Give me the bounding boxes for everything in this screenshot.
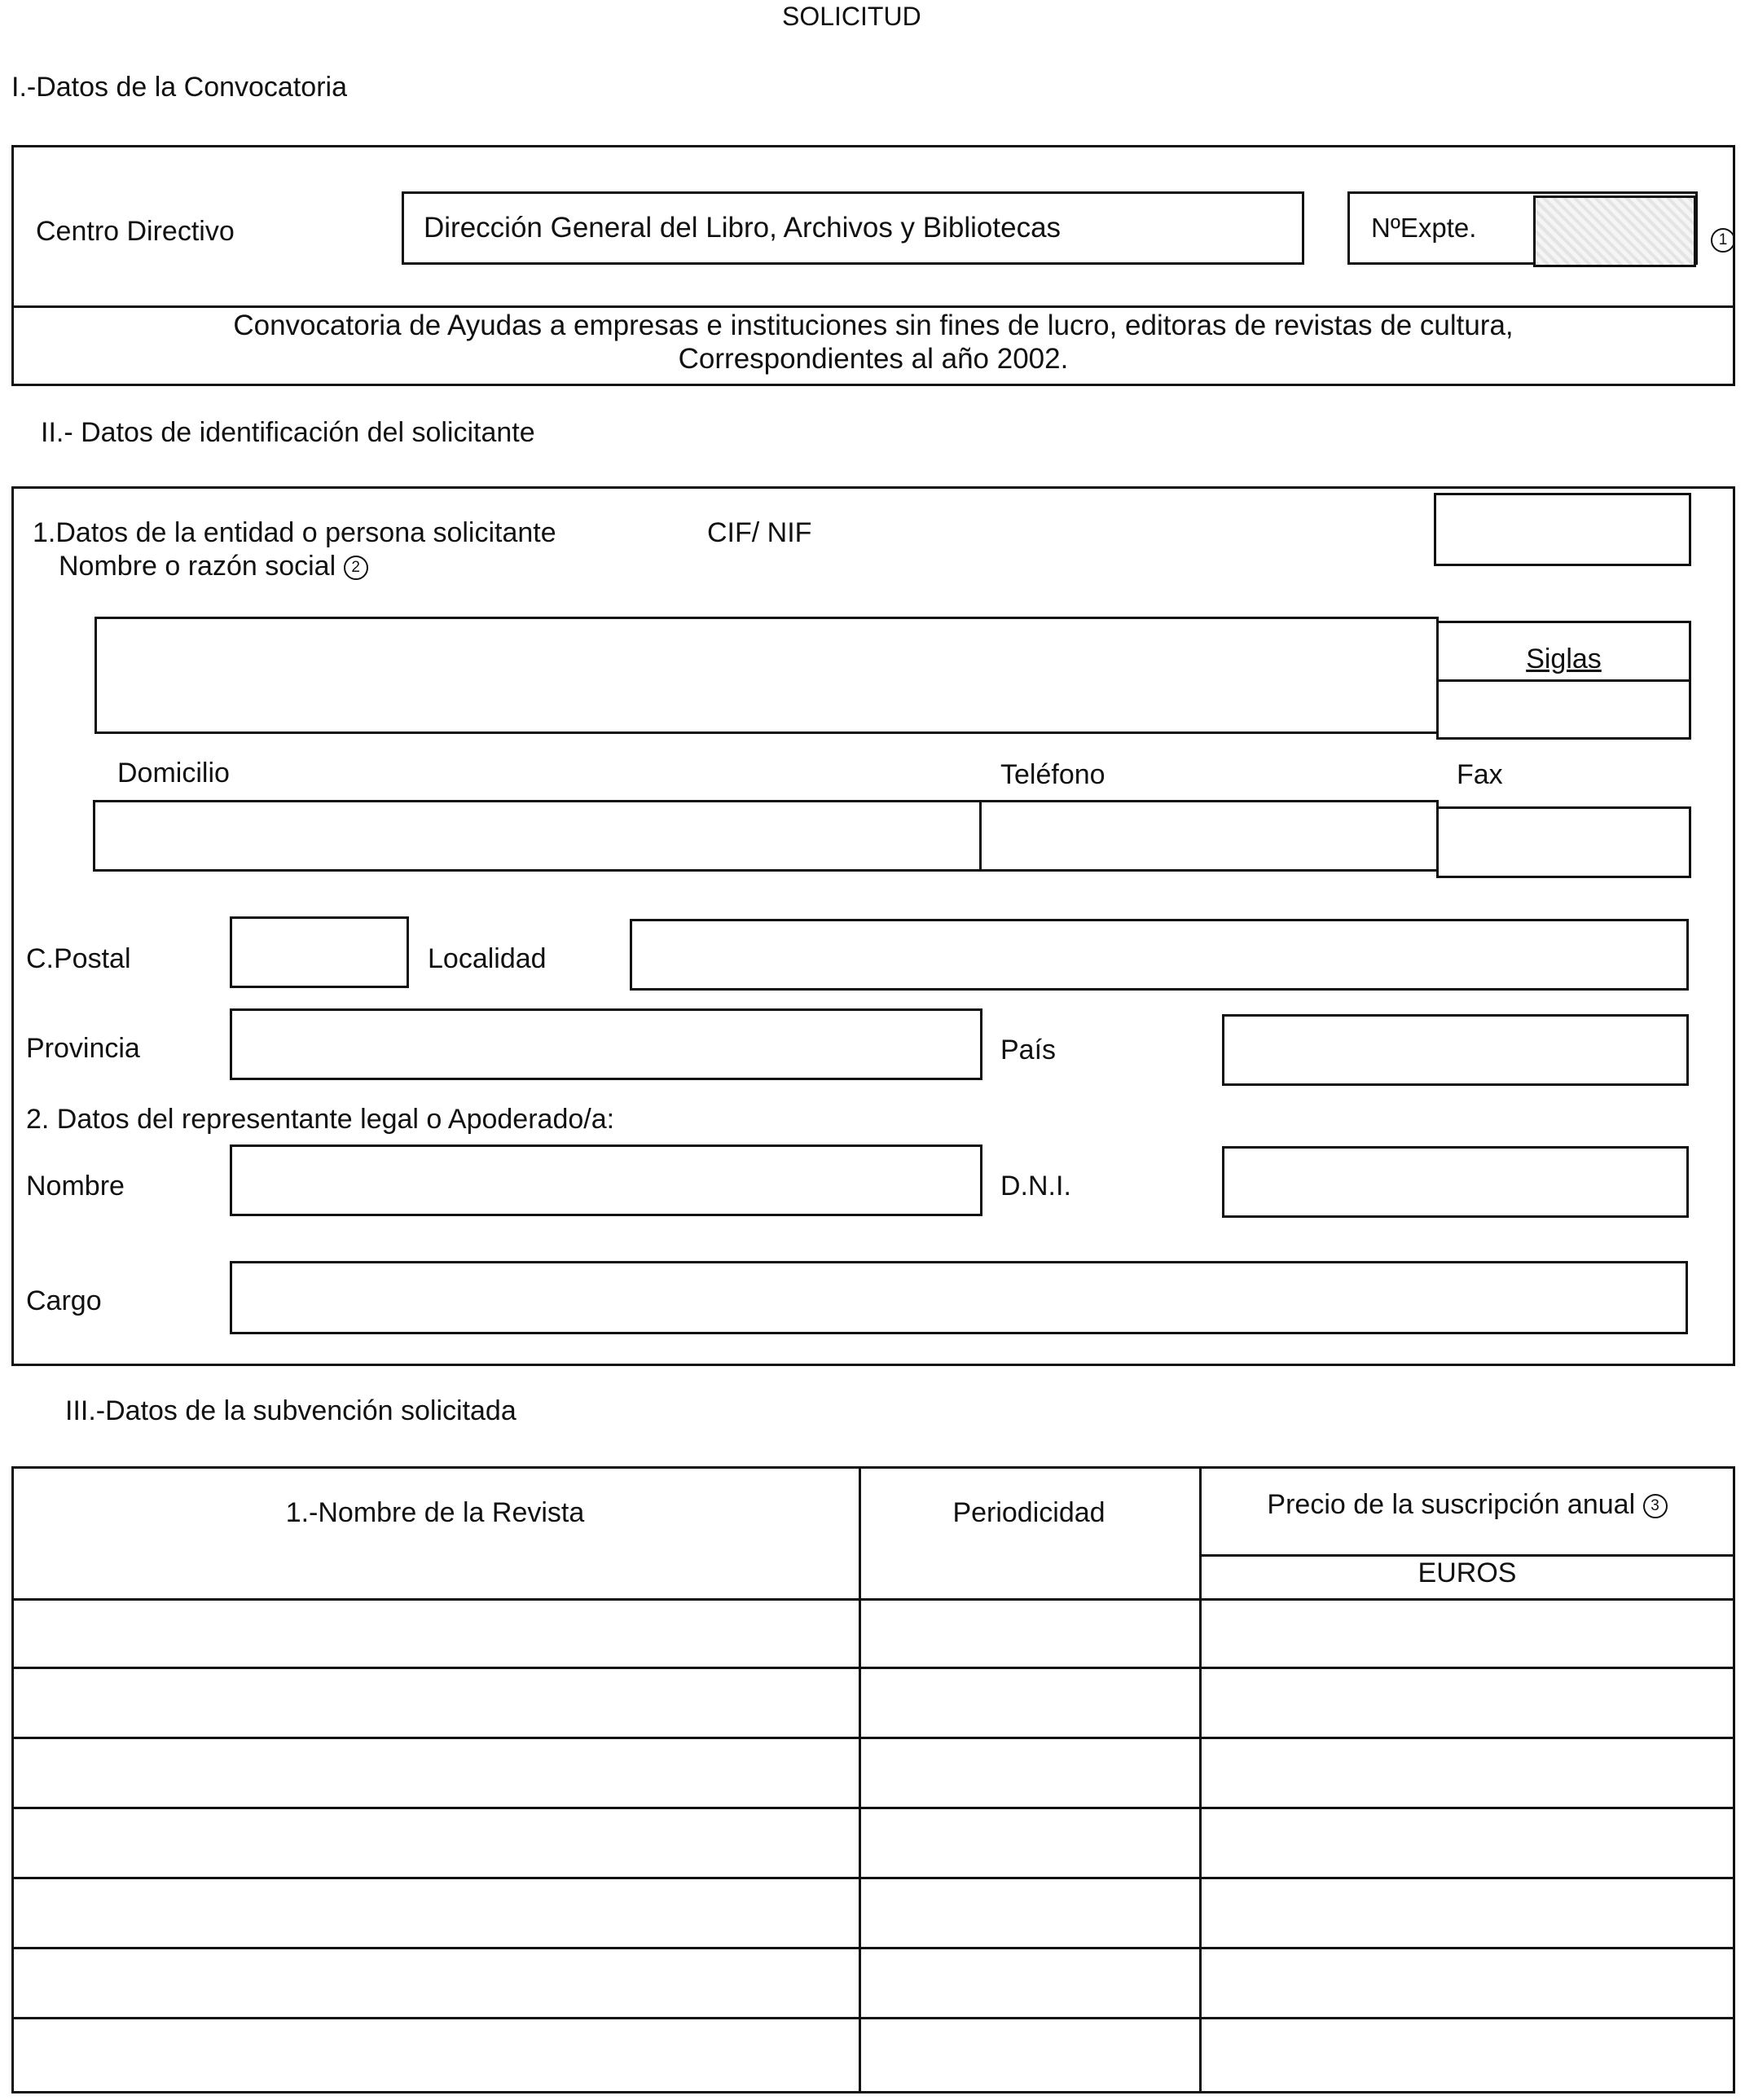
col-header-revista: 1.-Nombre de la Revista	[285, 1497, 585, 1528]
cpostal-field[interactable]	[230, 916, 409, 988]
convocatoria-divider	[11, 305, 1735, 308]
table-cell-periodicidad[interactable]	[861, 1809, 1198, 1876]
note-marker-3: 3	[1643, 1494, 1668, 1518]
telefono-label: Teléfono	[1000, 759, 1105, 790]
table-cell-precio[interactable]	[1202, 1809, 1733, 1876]
cif-nif-field[interactable]	[1434, 493, 1691, 566]
table-cell-revista[interactable]	[14, 1809, 858, 1876]
euros-divider	[1199, 1554, 1735, 1557]
domicilio-label: Domicilio	[117, 758, 230, 789]
nombre-razon-social-field[interactable]	[95, 617, 1439, 734]
nombre-label: Nombre	[26, 1171, 125, 1202]
note-marker-1: 1	[1711, 228, 1735, 253]
expte-shaded-cell	[1533, 196, 1696, 267]
section2-heading: II.- Datos de identificación del solicitante	[41, 417, 535, 448]
provincia-field[interactable]	[230, 1008, 982, 1080]
pais-label: País	[1000, 1035, 1057, 1065]
centro-directivo-label: Centro Directivo	[36, 216, 235, 247]
table-cell-periodicidad[interactable]	[861, 1949, 1198, 2016]
representante-heading: 2. Datos del representante legal o Apoderado/a:	[26, 1104, 615, 1135]
pais-field[interactable]	[1222, 1014, 1689, 1086]
convocatoria-title-line2: Correspondientes al año 2002.	[678, 343, 1069, 375]
telefono-field[interactable]	[979, 800, 1439, 872]
entity-heading: 1.Datos de la entidad o persona solicitante	[33, 517, 556, 548]
cargo-field[interactable]	[230, 1261, 1688, 1334]
dni-label: D.N.I.	[1000, 1171, 1071, 1202]
domicilio-field[interactable]	[93, 800, 982, 872]
col-header-euros: EUROS	[1418, 1557, 1517, 1588]
cpostal-label: C.Postal	[26, 943, 131, 974]
table-cell-revista[interactable]	[14, 1949, 858, 2016]
fax-field[interactable]	[1436, 806, 1691, 878]
table-cell-precio[interactable]	[1202, 1669, 1733, 1736]
col-header-periodicidad: Periodicidad	[952, 1497, 1105, 1528]
table-cell-precio[interactable]	[1202, 2019, 1733, 2091]
table-cell-precio[interactable]	[1202, 1879, 1733, 1946]
localidad-field[interactable]	[630, 919, 1689, 991]
table-cell-revista[interactable]	[14, 1601, 858, 1666]
table-cell-periodicidad[interactable]	[861, 1601, 1198, 1666]
nombre-field[interactable]	[230, 1144, 982, 1216]
centro-directivo-field[interactable]	[402, 191, 1304, 265]
table-cell-revista[interactable]	[14, 1669, 858, 1736]
localidad-label: Localidad	[428, 943, 547, 974]
convocatoria-title-line1: Convocatoria de Ayudas a empresas e instituciones sin fines de lucro, editoras de revistas de cultura,	[233, 310, 1514, 341]
table-cell-periodicidad[interactable]	[861, 1739, 1198, 1806]
cargo-label: Cargo	[26, 1285, 102, 1316]
table-cell-periodicidad[interactable]	[861, 2019, 1198, 2091]
dni-field[interactable]	[1222, 1146, 1689, 1218]
table-cell-periodicidad[interactable]	[861, 1879, 1198, 1946]
table-cell-precio[interactable]	[1202, 1601, 1733, 1666]
section3-heading: III.-Datos de la subvención solicitada	[65, 1395, 516, 1426]
cif-nif-label: CIF/ NIF	[707, 517, 812, 548]
expte-label: NºExpte.	[1371, 213, 1477, 243]
fax-label: Fax	[1457, 759, 1503, 790]
nombre-razon-social-label: Nombre o razón social 2	[59, 551, 368, 582]
table-cell-precio[interactable]	[1202, 1949, 1733, 2016]
table-cell-revista[interactable]	[14, 1739, 858, 1806]
siglas-field[interactable]	[1439, 682, 1689, 737]
section1-heading: I.-Datos de la Convocatoria	[11, 72, 347, 103]
table-cell-revista[interactable]	[14, 1879, 858, 1946]
col-header-precio: Precio de la suscripción anual 3	[1199, 1489, 1735, 1521]
table-cell-periodicidad[interactable]	[861, 1669, 1198, 1736]
centro-directivo-value: Dirección General del Libro, Archivos y Bibliotecas	[424, 212, 1062, 244]
note-marker-2: 2	[344, 556, 368, 580]
siglas-label: Siglas	[1526, 644, 1602, 674]
table-cell-precio[interactable]	[1202, 1739, 1733, 1806]
table-cell-revista[interactable]	[14, 2019, 858, 2091]
provincia-label: Provincia	[26, 1033, 140, 1064]
page-title: SOLICITUD	[782, 2, 921, 31]
